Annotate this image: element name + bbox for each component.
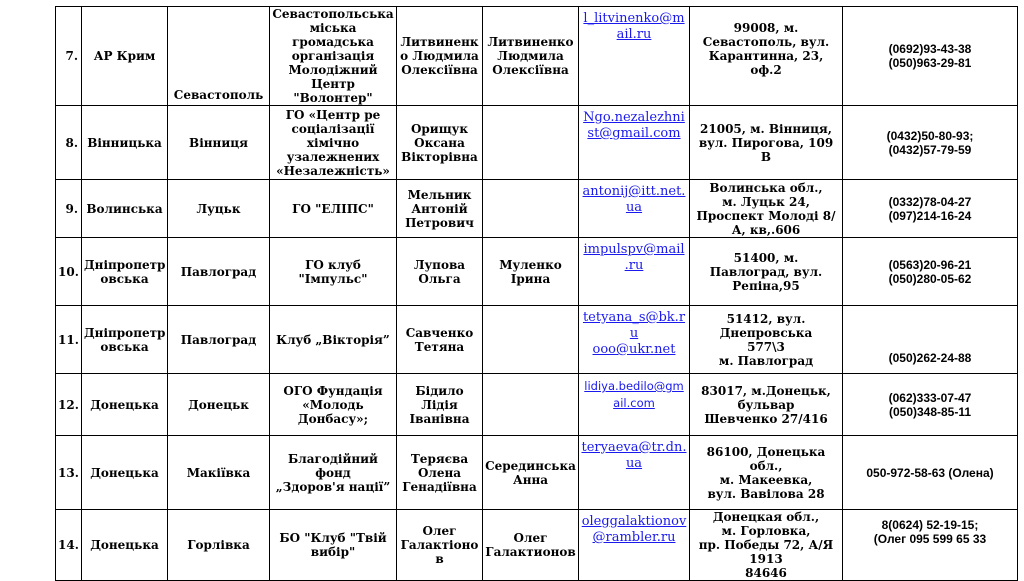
phone-cell: (0332)78-04-27 (097)214-16-24	[843, 180, 1018, 238]
table-row	[56, 106, 1018, 180]
city-cell: Павлоград	[168, 306, 270, 374]
address-cell: 51400, м. Павлоград, вул. Репіна,95	[690, 238, 843, 306]
phone-cell: (0692)93-43-38 (050)963-29-81	[843, 7, 1018, 106]
city-cell: Луцьк	[168, 180, 270, 238]
organization-cell: Клуб „Вікторія”	[270, 306, 397, 374]
region-cell: Волинська	[82, 180, 168, 238]
row-number: 8.	[56, 106, 82, 180]
city-cell: Павлоград	[168, 238, 270, 306]
organization-cell: Севастопольська міська громадська організація Молодіжний Центр "Волонтер"	[270, 7, 397, 106]
organizations-table	[55, 6, 1018, 581]
table-row	[56, 510, 1018, 581]
table-row	[56, 436, 1018, 510]
address-cell: 86100, Донецька обл., м. Макеевка, вул. Вавілова 28	[690, 436, 843, 510]
phone-cell: (050)262-24-88	[843, 306, 1018, 374]
city-cell: Вінниця	[168, 106, 270, 180]
contact-person-cell	[483, 106, 579, 180]
address-cell: Волинська обл., м. Луцьк 24, Проспект Молоді 8/А, кв,.606	[690, 180, 843, 238]
address-cell: 21005, м. Вінниця, вул. Пирогова, 109 В	[690, 106, 843, 180]
head-name-cell: Олег Галактіоно в	[397, 510, 483, 581]
email-cell[interactable]	[579, 7, 690, 106]
organization-cell: БО "Клуб "Твій вибір"	[270, 510, 397, 581]
head-name-cell: Савченко Тетяна	[397, 306, 483, 374]
organization-cell: ГО клуб "Імпульс"	[270, 238, 397, 306]
contact-person-cell	[483, 374, 579, 436]
address-cell: 83017, м.Донецьк, бульвар Шевченко 27/416	[690, 374, 843, 436]
email-link[interactable]: tetyana_s@bk.r u ooo@ukr.net	[582, 310, 686, 357]
phone-cell: (0563)20-96-21 (050)280-05-62	[843, 238, 1018, 306]
contact-person-cell: Муленко Ірина	[483, 238, 579, 306]
region-cell: Донецька	[82, 374, 168, 436]
row-number: 11.	[56, 306, 82, 374]
city-cell: Горлівка	[168, 510, 270, 581]
address-cell: Донецкая обл., м. Горловка, пр. Победы 72, А/Я 1913 84646	[690, 510, 843, 581]
contact-person-cell	[483, 306, 579, 374]
email-link[interactable]: l_litvinenko@m ail.ru	[583, 11, 685, 42]
email-cell[interactable]	[579, 306, 690, 374]
table-row	[56, 7, 1018, 106]
organization-cell: ГО «Центр ре соціалізації хімічно узалежнених «Незалежність»	[270, 106, 397, 180]
row-number: 14.	[56, 510, 82, 581]
phone-cell: (062)333-07-47 (050)348-85-11	[843, 374, 1018, 436]
city-cell: Донецьк	[168, 374, 270, 436]
organization-cell: Благодійний фонд „Здоров'я нації”	[270, 436, 397, 510]
email-link[interactable]: teryaeva@tr.dn. ua	[581, 440, 687, 471]
organization-cell: ГО "ЕЛІПС"	[270, 180, 397, 238]
city-cell: Севастополь	[168, 7, 270, 106]
region-cell: Донецька	[82, 510, 168, 581]
region-cell: АР Крим	[82, 7, 168, 106]
head-name-cell: Мельник Антоній Петрович	[397, 180, 483, 238]
contact-person-cell: Олег Галактионов	[483, 510, 579, 581]
phone-cell: 050-972-58-63 (Олена)	[843, 436, 1018, 510]
row-number: 9.	[56, 180, 82, 238]
email-link[interactable]: impulspv@mail .ru	[583, 242, 685, 273]
region-cell: Дніпропетр овська	[82, 306, 168, 374]
email-cell[interactable]	[579, 436, 690, 510]
city-cell: Макіївка	[168, 436, 270, 510]
contact-person-cell	[483, 180, 579, 238]
head-name-cell: Лупова Ольга	[397, 238, 483, 306]
contact-person-cell: Серединська Анна	[483, 436, 579, 510]
email-link[interactable]: antonij@itt.net. ua	[582, 184, 686, 215]
address-cell: 99008, м. Севастополь, вул. Карантинна, 23, оф.2	[690, 7, 843, 106]
head-name-cell: Теряєва Олена Генадіївна	[397, 436, 483, 510]
email-cell[interactable]	[579, 180, 690, 238]
row-number: 10.	[56, 238, 82, 306]
row-number: 12.	[56, 374, 82, 436]
email-link[interactable]: oleggalaktionov @rambler.ru	[581, 514, 687, 545]
email-cell[interactable]	[579, 106, 690, 180]
email-cell[interactable]	[579, 238, 690, 306]
organization-cell: ОГО Фундація «Молодь Донбасу»;	[270, 374, 397, 436]
head-name-cell: Бідило Лідія Іванівна	[397, 374, 483, 436]
phone-cell: (0432)50-80-93; (0432)57-79-59	[843, 106, 1018, 180]
head-name-cell: Литвиненк о Людмила Олексіївна	[397, 7, 483, 106]
email-cell[interactable]	[579, 374, 690, 436]
region-cell: Дніпропетр овська	[82, 238, 168, 306]
email-cell[interactable]	[579, 510, 690, 581]
table-row	[56, 306, 1018, 374]
email-link[interactable]: lidiya.bedilo@gm ail.com	[584, 379, 684, 410]
head-name-cell: Орищук Оксана Вікторівна	[397, 106, 483, 180]
phone-cell: 8(0624) 52-19-15; (Олег 095 599 65 33	[843, 510, 1018, 581]
region-cell: Донецька	[82, 436, 168, 510]
table-row	[56, 180, 1018, 238]
table-row	[56, 238, 1018, 306]
row-number: 13.	[56, 436, 82, 510]
table-row	[56, 374, 1018, 436]
address-cell: 51412, вул. Днепровська 577\3 м. Павлоград	[690, 306, 843, 374]
contact-person-cell: Литвиненко Людмила Олексіївна	[483, 7, 579, 106]
row-number: 7.	[56, 7, 82, 106]
region-cell: Вінницька	[82, 106, 168, 180]
email-link[interactable]: Ngo.nezalezhni st@gmail.com	[583, 110, 685, 141]
